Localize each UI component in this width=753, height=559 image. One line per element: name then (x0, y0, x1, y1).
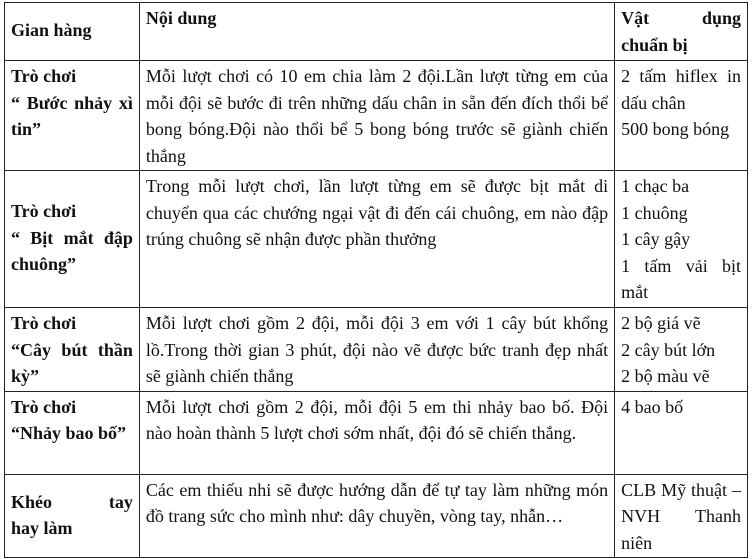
content-cell: Các em thiếu nhi sẽ được hướng dẫn để tự tay làm những món đồ trang sức cho mình như: dây chuyền, vòng tay, nhẫn… (139, 474, 614, 558)
booth-cell (5, 171, 140, 308)
table-row (5, 171, 748, 308)
header-booth (5, 3, 140, 61)
header-content (139, 3, 614, 61)
header-content-label: Nội dung (145, 8, 217, 28)
table-row (5, 474, 748, 558)
item: 1 cây gậy (621, 229, 691, 249)
booth-line2: hay làm (11, 518, 73, 538)
booth-line1: Trò chơi (11, 66, 77, 86)
content-cell: Mỗi lượt chơi gồm 2 đội, mỗi đội 3 em với 1 cây bút khổng lồ.Trong thời gian 3 phút, đội nào vẽ được bức tranh đẹp nhất sẽ giành chiến thắng (139, 308, 614, 392)
items-cell (615, 391, 748, 474)
booth-line2: “Cây bút thần kỳ” (11, 339, 133, 386)
item: 1 chuông (621, 202, 688, 223)
item: 500 bong bóng (621, 119, 730, 139)
item: 1 chạc ba (621, 176, 690, 196)
booth-line2: “ Bịt mắt đập chuông” (11, 227, 133, 274)
booth-line1: Trò chơi (11, 201, 77, 221)
booth-activities-table (4, 2, 748, 558)
header-items (615, 3, 748, 61)
items-cell (615, 61, 748, 171)
item: 2 tấm hiflex in dấu chân (621, 66, 741, 113)
booth-line1: Khéo tay (11, 491, 133, 512)
booth-cell (5, 474, 140, 558)
booth-cell (5, 308, 140, 392)
header-items-line2: chuẩn bị (621, 35, 688, 55)
booth-cell (5, 61, 140, 171)
content-cell: Mỗi lượt chơi gồm 2 đội, mỗi đội 5 em thi nhảy bao bố. Đội nào hoàn thành 5 lượt chơi sớm nhất, đội đó sẽ chiến thắng. (139, 391, 614, 474)
table-row (5, 308, 748, 392)
booth-line2: “ Bước nhảy xì tin” (11, 92, 133, 139)
item: 1 tấm vải bịt mắt (621, 255, 741, 302)
header-booth-label: Gian hàng (11, 20, 92, 40)
items-cell (615, 308, 748, 392)
header-items-line1: Vật dụng (621, 8, 741, 28)
items-cell (615, 171, 748, 308)
content-cell: Mỗi lượt chơi có 10 em chia làm 2 đội.Lần lượt từng em của mỗi đội sẽ bước đi trên những dấu chân in sẵn đến đích thổi bể bong bóng.Đội nào thổi bể 5 bong bóng trước sẽ giành chiến thắng (139, 61, 614, 171)
table-row (5, 61, 748, 171)
booth-line2: “Nhảy bao bố” (11, 423, 127, 443)
item: 2 bộ giá vẽ (621, 313, 701, 333)
header-row (5, 3, 748, 61)
item: 4 bao bố (621, 396, 684, 417)
content-cell: Trong mỗi lượt chơi, lần lượt từng em sẽ được bịt mắt di chuyển qua các chướng ngại vật đi đến cái chuông, em nào đập trúng chuông sẽ nhận được phần thưởng (139, 171, 614, 308)
table-row (5, 391, 748, 474)
booth-line1: Trò chơi (11, 313, 77, 333)
booth-cell (5, 391, 140, 474)
item: 2 bộ màu vẽ (621, 366, 710, 386)
item: 2 cây bút lớn (621, 339, 716, 360)
items-cell (615, 474, 748, 558)
item: CLB Mỹ thuật – NVH Thanh niên (621, 479, 741, 553)
booth-line1: Trò chơi (11, 396, 77, 417)
